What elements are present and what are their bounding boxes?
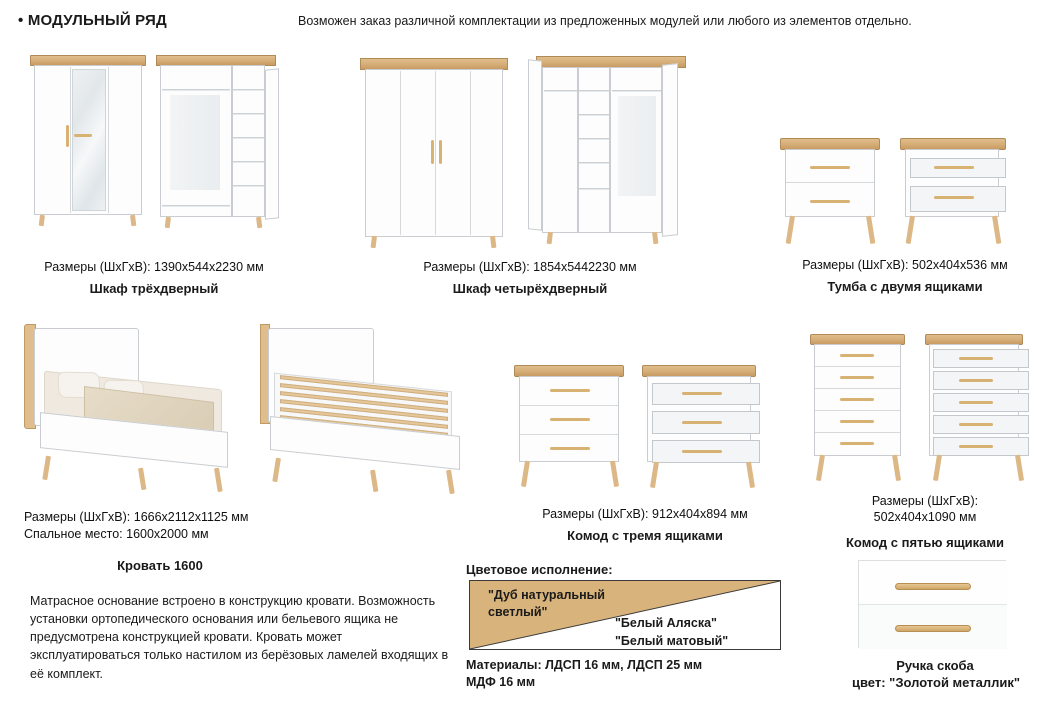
nightstand-name: Тумба с двумя ящиками <box>827 279 983 294</box>
dresser-3-closed <box>514 365 624 490</box>
product-wardrobe-3 <box>14 55 294 300</box>
bed-made <box>18 318 238 498</box>
product-bed <box>10 318 470 578</box>
dresser-5-name: Комод с пятью ящиками <box>845 535 1005 550</box>
bed-note: Матрасное основание встроено в конструкцию кровати. Возможность установки ортопедического основания или бельевого ящика не предусмотрена конструкцией кровати. Кровать может эксплуатироваться только настилом из берёзовых ламелей входящих в её комплект. <box>30 594 449 681</box>
dresser-5-open <box>925 334 1035 484</box>
color-scheme-box <box>469 580 781 650</box>
white-label-1: "Белый Аляска" <box>615 616 717 630</box>
page-title: • МОДУЛЬНЫЙ РЯД <box>18 12 167 29</box>
wardrobe-4-open <box>528 42 704 250</box>
bed-name: Кровать 1600 <box>117 558 203 573</box>
wardrobe-4-closed <box>360 58 508 248</box>
handle-photo <box>858 560 1006 648</box>
oak-label-line2: светлый" <box>488 604 548 619</box>
wardrobe-3-closed <box>30 55 146 227</box>
product-nightstand <box>760 130 1050 300</box>
dresser-3-name: Комод с тремя ящиками <box>567 528 723 543</box>
handle-bar-bottom <box>895 625 971 632</box>
bed-dims: Размеры (ШхГхВ): 1666х2112х1125 мм <box>24 510 249 524</box>
dresser-3-dims: Размеры (ШхГхВ): 912х404х894 мм <box>542 507 748 521</box>
nightstand-closed <box>780 138 880 246</box>
wardrobe-3-dims: Размеры (ШхГхВ): 1390х544х2230 мм <box>44 260 264 274</box>
dresser-3-open <box>642 365 766 490</box>
handle-block <box>845 560 1025 695</box>
materials-line-1: Материалы: ЛДСП 16 мм, ЛДСП 25 мм <box>466 658 703 672</box>
handle-name: Ручка скоба <box>896 658 974 673</box>
white-label-2: "Белый матовый" <box>615 634 729 649</box>
oak-label-line1: "Дуб натуральный <box>488 588 605 602</box>
dresser-5-dims: Размеры (ШхГхВ): <box>871 494 979 508</box>
wardrobe-3-name: Шкаф трёхдверный <box>89 281 219 296</box>
product-dresser-3 <box>500 355 790 545</box>
handle-color: цвет: "Золотой металлик" <box>852 675 1020 690</box>
bed-slats <box>246 318 476 503</box>
product-dresser-5 <box>800 328 1050 550</box>
wardrobe-4-name: Шкаф четырёхдверный <box>452 281 608 296</box>
product-wardrobe-4 <box>350 42 710 300</box>
materials-line-2: МДФ 16 мм <box>466 675 536 689</box>
dresser-5-dims-2: 502х404х1090 мм <box>873 510 977 524</box>
header-note: Возможен заказ различной комплектации из предложенных модулей или любого из элементов отдельно. <box>298 14 912 28</box>
nightstand-dims: Размеры (ШхГхВ): 502х404х536 мм <box>802 258 1008 272</box>
nightstand-open <box>900 138 1012 246</box>
color-scheme-title: Цветовое исполнение: <box>466 562 613 577</box>
wardrobe-4-dims: Размеры (ШхГхВ): 1854х5442230 мм <box>423 260 637 274</box>
wardrobe-3-open <box>156 55 281 230</box>
dresser-5-closed <box>810 334 905 484</box>
color-scheme-block <box>466 562 786 692</box>
handle-bar-top <box>895 583 971 590</box>
bed-dims-2: Спальное место: 1600х2000 мм <box>24 527 209 541</box>
